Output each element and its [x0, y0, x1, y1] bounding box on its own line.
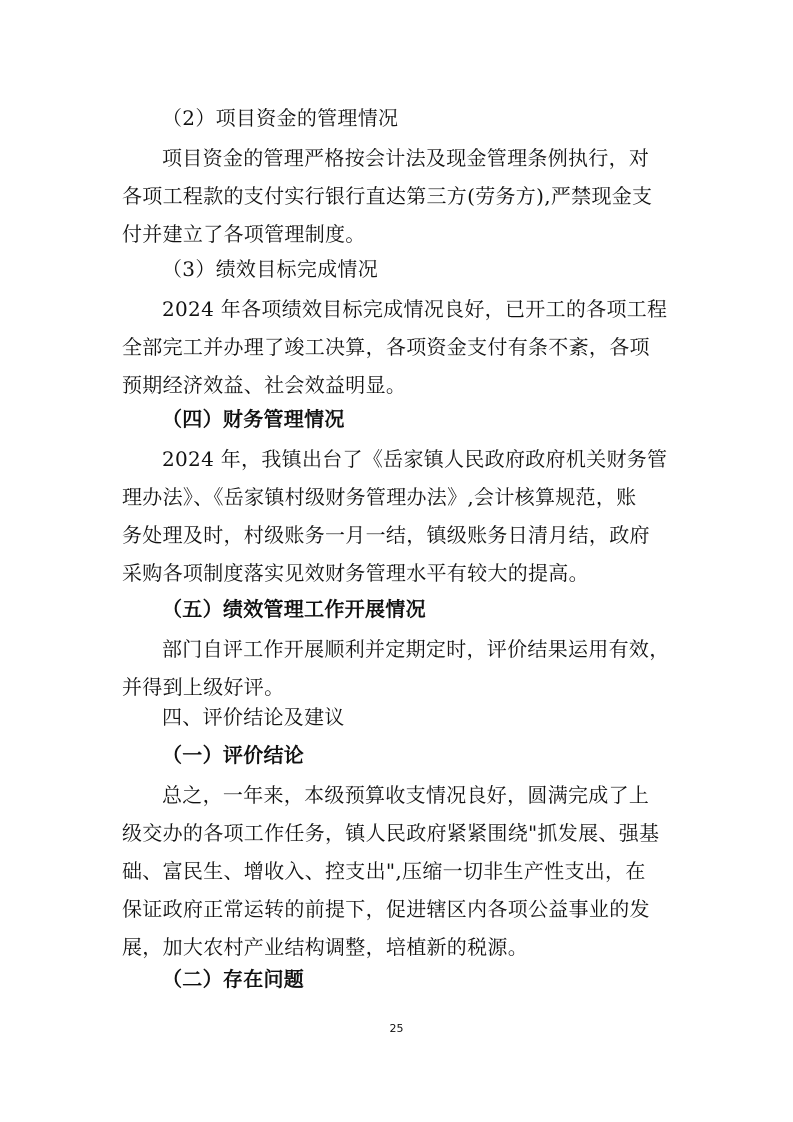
text-line: 展，加大农村产业结构调整，培植新的税源。 — [122, 935, 528, 959]
page-number: 25 — [389, 1022, 404, 1035]
paragraph-evaluation-conclusion — [122, 776, 682, 966]
text-line: （2）项目资金的管理情况 — [162, 106, 399, 130]
text-line: 保证政府正常运转的前提下，促进辖区内各项公益事业的发 — [122, 897, 650, 921]
text-line: （3）绩效目标完成情况 — [162, 257, 379, 281]
paragraph-performance-goal-completion — [122, 290, 682, 404]
heading-performance-management-work — [122, 590, 682, 628]
paragraph-performance-management-work — [122, 630, 682, 706]
heading-performance-goal-completion — [122, 250, 682, 288]
text-line: 项目资金的管理严格按会计法及现金管理条例执行，对 — [162, 146, 650, 170]
text-line: 全部完工并办理了竣工决算，各项资金支付有条不紊，各项 — [122, 335, 650, 359]
text-line: 采购各项制度落实见效财务管理水平有较大的提高。 — [122, 561, 589, 585]
text-line: 四、评价结论及建议 — [162, 705, 345, 729]
text-line: 2024 年各项绩效目标完成情况良好，已开工的各项工程 — [162, 297, 668, 321]
text-line: 级交办的各项工作任务，镇人民政府紧紧围绕"抓发展、强基 — [122, 821, 660, 845]
heading-evaluation-conclusion — [122, 736, 682, 774]
text-line: （五）绩效管理工作开展情况 — [162, 597, 426, 621]
text-line: 础、富民生、增收入、控支出",压缩一切非生产性支出，在 — [122, 859, 646, 883]
text-line: 预期经济效益、社会效益明显。 — [122, 373, 407, 397]
text-line: 务处理及时，村级账务一月一结，镇级账务日清月结，政府 — [122, 523, 650, 547]
paragraph-financial-management — [122, 440, 682, 592]
text-line: 总之，一年来，本级预算收支情况良好，圆满完成了上 — [162, 783, 650, 807]
text-line: （二）存在问题 — [162, 967, 305, 991]
heading-existing-problems — [122, 960, 682, 998]
text-line: 部门自评工作开展顺利并定期定时，评价结果运用有效， — [162, 637, 670, 661]
text-line: 理办法》、《岳家镇村级财务管理办法》,会计核算规范，账 — [122, 485, 637, 509]
text-line: 2024 年，我镇出台了《岳家镇人民政府政府机关财务管 — [162, 447, 668, 471]
paragraph-project-funds-management — [122, 139, 682, 253]
text-line: 付并建立了各项管理制度。 — [122, 222, 366, 246]
heading-project-funds-management — [122, 99, 682, 137]
heading-evaluation-conclusion-and-suggestions — [122, 698, 682, 736]
text-line: 各项工程款的支付实行银行直达第三方(劳务方),严禁现金支 — [122, 184, 653, 208]
text-line: （四）财务管理情况 — [162, 407, 345, 431]
text-line: 并得到上级好评。 — [122, 675, 285, 699]
text-line: （一）评价结论 — [162, 743, 305, 767]
heading-financial-management — [122, 400, 682, 438]
